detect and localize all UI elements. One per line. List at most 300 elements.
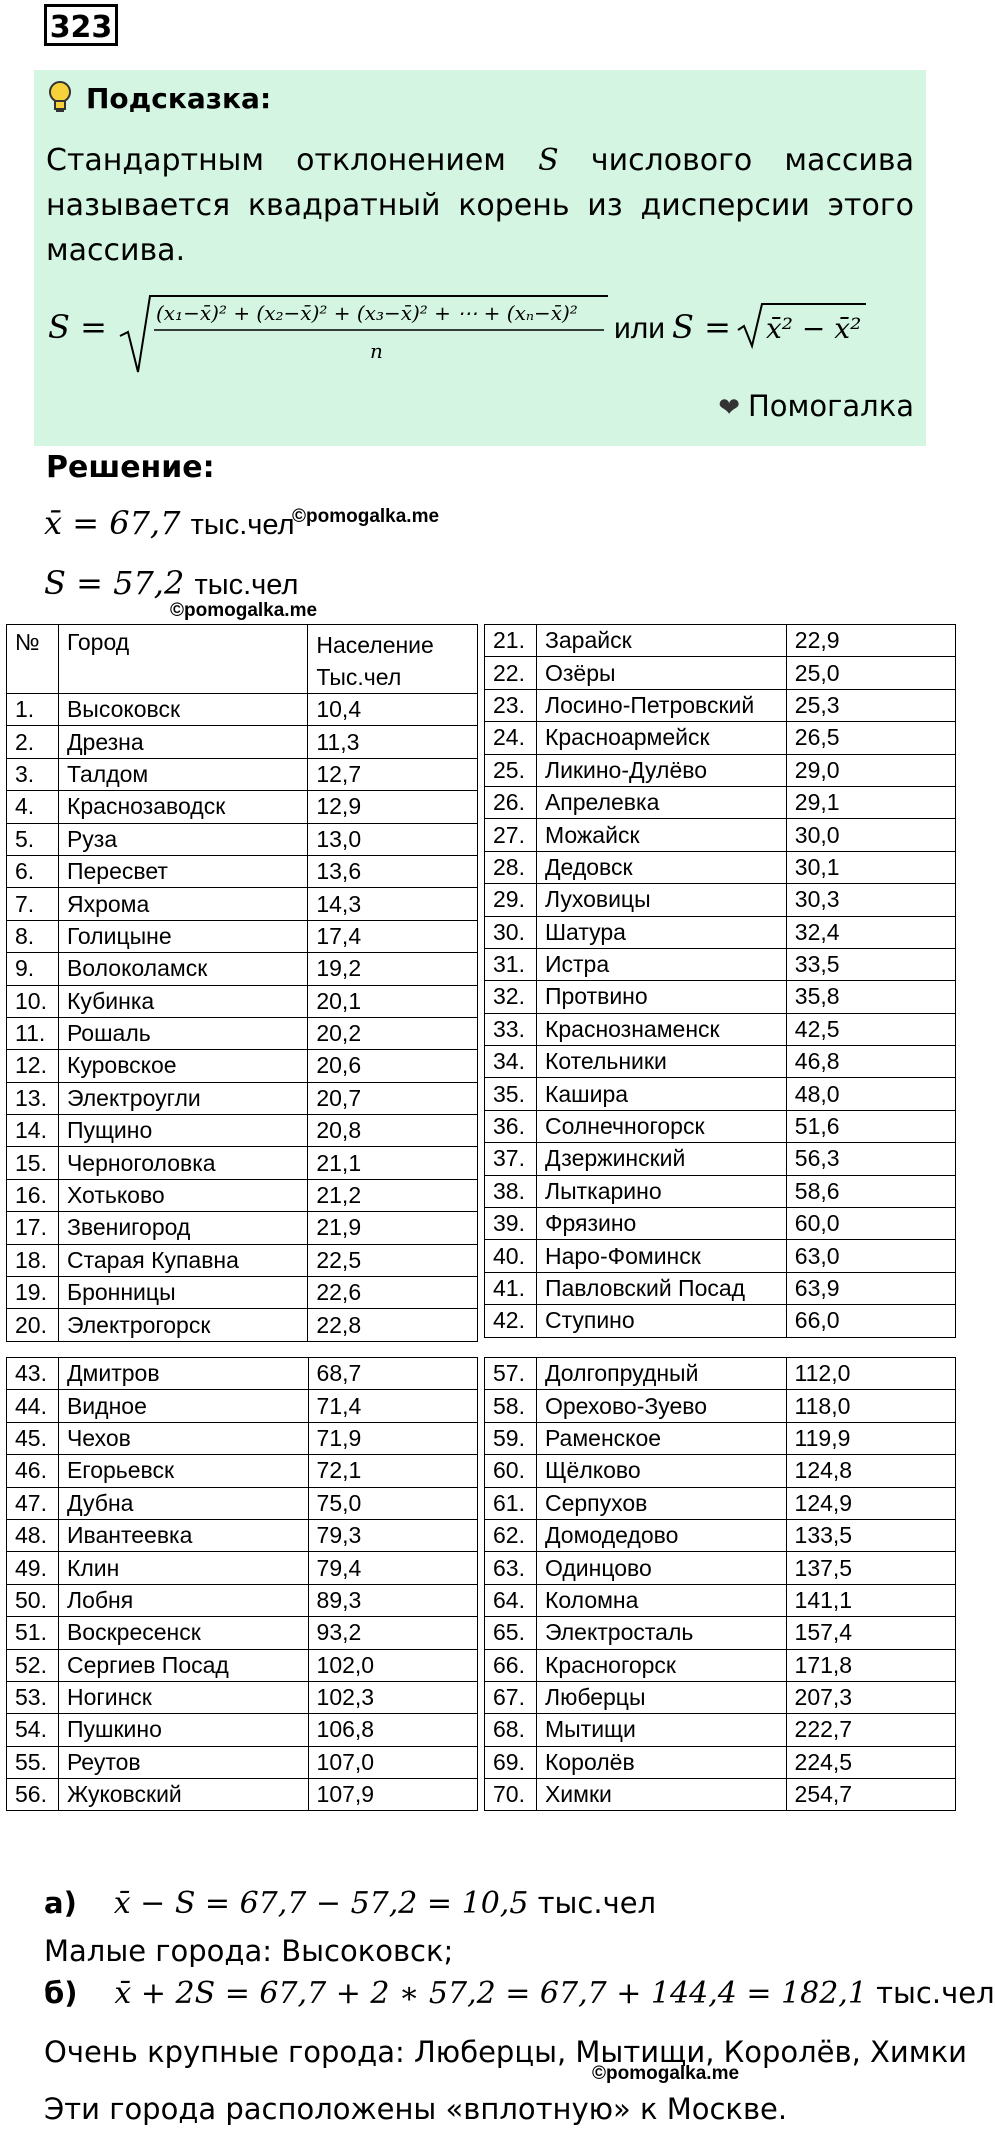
- city-name: Черноголовка: [58, 1147, 307, 1179]
- table-row: [485, 1390, 956, 1422]
- city-name: Дмитров: [58, 1358, 308, 1390]
- population: 17,4: [308, 920, 478, 952]
- population: 51,6: [786, 1110, 955, 1142]
- header-population: Население Тыс.чел: [308, 625, 478, 694]
- city-name: Егорьевск: [58, 1455, 308, 1487]
- table-row: [485, 1746, 956, 1778]
- population: 157,4: [786, 1617, 955, 1649]
- city-name: Ивантеевка: [58, 1519, 308, 1551]
- population: 72,1: [308, 1455, 477, 1487]
- population: 75,0: [308, 1487, 477, 1519]
- answer-a: а) x̄ − S = 67,7 − 57,2 = 10,5 тыс.чел: [44, 1886, 657, 1921]
- population: 106,8: [308, 1714, 477, 1746]
- city-name: Яхрома: [58, 888, 307, 920]
- population: 46,8: [786, 1046, 955, 1078]
- table-row: [485, 1487, 956, 1519]
- population: 66,0: [786, 1305, 955, 1337]
- table-row: [7, 1779, 478, 1811]
- hint-credit: ❤ Помогалка: [718, 389, 914, 423]
- city-name: Ступино: [536, 1305, 786, 1337]
- table-row: [485, 1649, 956, 1681]
- table-row: [485, 754, 956, 786]
- city-name: Хотьково: [58, 1179, 307, 1211]
- row-number: 27.: [485, 819, 537, 851]
- row-number: 24.: [485, 722, 537, 754]
- row-number: 59.: [485, 1422, 537, 1454]
- row-number: 23.: [485, 689, 537, 721]
- formula-denominator: n: [370, 339, 383, 363]
- city-name: Реутов: [58, 1746, 308, 1778]
- row-number: 32.: [485, 981, 537, 1013]
- city-name: Краснозаводск: [58, 791, 307, 823]
- row-number: 52.: [7, 1649, 59, 1681]
- population: 33,5: [786, 948, 955, 980]
- population: 21,2: [308, 1179, 478, 1211]
- city-name: Пущино: [58, 1115, 307, 1147]
- population: 71,9: [308, 1422, 477, 1454]
- population: 137,5: [786, 1552, 955, 1584]
- table-row: [485, 1305, 956, 1337]
- table-row: [485, 722, 956, 754]
- city-name: Бронницы: [58, 1277, 307, 1309]
- population: 13,0: [308, 823, 478, 855]
- table-row: [7, 855, 478, 887]
- row-number: 47.: [7, 1487, 59, 1519]
- table-row: [7, 758, 478, 790]
- row-number: 16.: [7, 1179, 59, 1211]
- row-number: 26.: [485, 786, 537, 818]
- city-name: Кашира: [536, 1078, 786, 1110]
- row-number: 38.: [485, 1175, 537, 1207]
- row-number: 14.: [7, 1115, 59, 1147]
- population: 32,4: [786, 916, 955, 948]
- city-name: Одинцово: [536, 1552, 786, 1584]
- population: 224,5: [786, 1746, 955, 1778]
- population: 21,9: [308, 1212, 478, 1244]
- row-number: 33.: [485, 1013, 537, 1045]
- table-row: [485, 1617, 956, 1649]
- row-number: 19.: [7, 1277, 59, 1309]
- row-number: 31.: [485, 948, 537, 980]
- city-name: Серпухов: [536, 1487, 786, 1519]
- formula-alt-lhs: S =: [672, 308, 731, 346]
- header-num: №: [7, 625, 59, 694]
- population: 89,3: [308, 1584, 477, 1616]
- city-name: Павловский Посад: [536, 1272, 786, 1304]
- population: 207,3: [786, 1681, 955, 1713]
- row-number: 70.: [485, 1779, 537, 1811]
- row-number: 67.: [485, 1681, 537, 1713]
- table-row: [485, 1240, 956, 1272]
- population: 79,4: [308, 1552, 477, 1584]
- city-name: Волоколамск: [58, 953, 307, 985]
- population: 19,2: [308, 953, 478, 985]
- city-name: Люберцы: [536, 1681, 786, 1713]
- heart-icon: ❤: [718, 393, 740, 423]
- population: 20,6: [308, 1050, 478, 1082]
- table-row: [7, 1358, 478, 1390]
- row-number: 36.: [485, 1110, 537, 1142]
- hint-line-3: массива.: [46, 233, 186, 268]
- row-number: 29.: [485, 884, 537, 916]
- city-name: Коломна: [536, 1584, 786, 1616]
- population: 102,0: [308, 1649, 477, 1681]
- row-number: 50.: [7, 1584, 59, 1616]
- city-name: Протвино: [536, 981, 786, 1013]
- table-row: [485, 981, 956, 1013]
- table-row: [7, 1082, 478, 1114]
- row-number: 45.: [7, 1422, 59, 1454]
- city-name: Видное: [58, 1390, 308, 1422]
- population: 119,9: [786, 1422, 955, 1454]
- table-row: [485, 1208, 956, 1240]
- row-number: 44.: [7, 1390, 59, 1422]
- header-city: Город: [58, 625, 307, 694]
- population: 118,0: [786, 1390, 955, 1422]
- table-row: [485, 851, 956, 883]
- row-number: 9.: [7, 953, 59, 985]
- table-row: [485, 1681, 956, 1713]
- population: 20,1: [308, 985, 478, 1017]
- city-name: Куровское: [58, 1050, 307, 1082]
- table-header-row: [7, 625, 478, 694]
- row-number: 37.: [485, 1143, 537, 1175]
- table-row: [485, 1779, 956, 1811]
- watermark: ©pomogalka.me: [592, 2063, 740, 2084]
- population: 222,7: [786, 1714, 955, 1746]
- row-number: 63.: [485, 1552, 537, 1584]
- table-row: [485, 1455, 956, 1487]
- table-row: [485, 657, 956, 689]
- table-row: [485, 1110, 956, 1142]
- row-number: 48.: [7, 1519, 59, 1551]
- row-number: 54.: [7, 1714, 59, 1746]
- city-name: Краснознаменск: [536, 1013, 786, 1045]
- row-number: 3.: [7, 758, 59, 790]
- city-name: Орехово-Зуево: [536, 1390, 786, 1422]
- table-row: [485, 1519, 956, 1551]
- table-row: [485, 1013, 956, 1045]
- small-cities: Малые города: Высоковск;: [44, 1934, 454, 1968]
- table-row: [485, 1046, 956, 1078]
- row-number: 49.: [7, 1552, 59, 1584]
- city-name: Голицыне: [58, 920, 307, 952]
- city-name: Фрязино: [536, 1208, 786, 1240]
- watermark: ©pomogalka.me: [292, 506, 440, 527]
- table-row: [7, 1519, 478, 1551]
- population: 141,1: [786, 1584, 955, 1616]
- city-name: Жуковский: [58, 1779, 308, 1811]
- population: 107,9: [308, 1779, 477, 1811]
- table-row: [7, 1309, 478, 1341]
- table-row: [485, 786, 956, 818]
- city-name: Воскресенск: [58, 1617, 308, 1649]
- table-row: [485, 1143, 956, 1175]
- population: 22,5: [308, 1244, 478, 1276]
- city-name: Озёры: [536, 657, 786, 689]
- hint-line-2: называется квадратный корень из дисперсии этого: [46, 188, 914, 223]
- formula-alt-radicand: x̄² − x̄²: [766, 312, 862, 345]
- row-number: 25.: [485, 754, 537, 786]
- row-number: 43.: [7, 1358, 59, 1390]
- hint-line-1: Стандартным отклонением S числового массива: [46, 143, 914, 178]
- city-name: Ногинск: [58, 1681, 308, 1713]
- population: 30,3: [786, 884, 955, 916]
- table-row: [7, 1277, 478, 1309]
- city-name: Наро-Фоминск: [536, 1240, 786, 1272]
- table-row: [7, 1746, 478, 1778]
- population: 29,0: [786, 754, 955, 786]
- city-name: Дрезна: [58, 726, 307, 758]
- city-name: Химки: [536, 1779, 786, 1811]
- hint-text: [46, 138, 914, 273]
- row-number: 65.: [485, 1617, 537, 1649]
- population: 107,0: [308, 1746, 477, 1778]
- row-number: 60.: [485, 1455, 537, 1487]
- city-name: Можайск: [536, 819, 786, 851]
- table-row: [7, 1422, 478, 1454]
- table-row: [7, 726, 478, 758]
- table-row: [7, 1212, 478, 1244]
- city-name: Высоковск: [58, 694, 307, 726]
- table-row: [7, 1455, 478, 1487]
- city-name: Чехов: [58, 1422, 308, 1454]
- population: 133,5: [786, 1519, 955, 1551]
- row-number: 28.: [485, 851, 537, 883]
- city-name: Сергиев Посад: [58, 1649, 308, 1681]
- row-number: 6.: [7, 855, 59, 887]
- note: Эти города расположены «вплотную» к Москве.: [44, 2092, 788, 2126]
- city-name: Луховицы: [536, 884, 786, 916]
- row-number: 68.: [485, 1714, 537, 1746]
- population: 10,4: [308, 694, 478, 726]
- population: 60,0: [786, 1208, 955, 1240]
- hint-title: Подсказка:: [86, 82, 272, 115]
- table-row: [7, 1244, 478, 1276]
- population: 48,0: [786, 1078, 955, 1110]
- city-name: Руза: [58, 823, 307, 855]
- city-name: Королёв: [536, 1746, 786, 1778]
- city-name: Дубна: [58, 1487, 308, 1519]
- population: 93,2: [308, 1617, 477, 1649]
- row-number: 51.: [7, 1617, 59, 1649]
- table-row: [485, 1078, 956, 1110]
- table-row: [485, 884, 956, 916]
- table-row: [7, 1649, 478, 1681]
- population: 22,9: [786, 625, 955, 657]
- population: 102,3: [308, 1681, 477, 1713]
- std-formula: [48, 290, 918, 380]
- city-name: Электрогорск: [58, 1309, 307, 1341]
- row-number: 69.: [485, 1746, 537, 1778]
- row-number: 46.: [7, 1455, 59, 1487]
- row-number: 55.: [7, 1746, 59, 1778]
- city-name: Лосино-Петровский: [536, 689, 786, 721]
- city-name: Клин: [58, 1552, 308, 1584]
- row-number: 2.: [7, 726, 59, 758]
- row-number: 30.: [485, 916, 537, 948]
- population: 35,8: [786, 981, 955, 1013]
- row-number: 64.: [485, 1584, 537, 1616]
- table-row: [7, 791, 478, 823]
- table-row: [485, 1714, 956, 1746]
- population: 254,7: [786, 1779, 955, 1811]
- population: 20,2: [308, 1017, 478, 1049]
- city-name: Красноармейск: [536, 722, 786, 754]
- city-name: Ликино-Дулёво: [536, 754, 786, 786]
- row-number: 66.: [485, 1649, 537, 1681]
- table-row: [7, 1584, 478, 1616]
- row-number: 53.: [7, 1681, 59, 1713]
- table-row: [485, 819, 956, 851]
- table-row: [485, 689, 956, 721]
- row-number: 41.: [485, 1272, 537, 1304]
- city-name: Шатура: [536, 916, 786, 948]
- city-name: Истра: [536, 948, 786, 980]
- row-number: 18.: [7, 1244, 59, 1276]
- row-number: 22.: [485, 657, 537, 689]
- city-name: Дзержинский: [536, 1143, 786, 1175]
- table-row: [7, 694, 478, 726]
- table-row: [7, 953, 478, 985]
- table-row: [485, 948, 956, 980]
- population: 68,7: [308, 1358, 477, 1390]
- population: 56,3: [786, 1143, 955, 1175]
- row-number: 13.: [7, 1082, 59, 1114]
- city-name: Долгопрудный: [536, 1358, 786, 1390]
- cities-table-43-56: [6, 1357, 478, 1811]
- city-name: Мытищи: [536, 1714, 786, 1746]
- row-number: 61.: [485, 1487, 537, 1519]
- table-row: [7, 1115, 478, 1147]
- population: 79,3: [308, 1519, 477, 1551]
- population: 12,7: [308, 758, 478, 790]
- city-name: Апрелевка: [536, 786, 786, 818]
- city-name: Рошаль: [58, 1017, 307, 1049]
- row-number: 8.: [7, 920, 59, 952]
- city-name: Дедовск: [536, 851, 786, 883]
- row-number: 35.: [485, 1078, 537, 1110]
- population: 12,9: [308, 791, 478, 823]
- population: 22,6: [308, 1277, 478, 1309]
- population: 20,8: [308, 1115, 478, 1147]
- row-number: 34.: [485, 1046, 537, 1078]
- table-row: [7, 985, 478, 1017]
- row-number: 57.: [485, 1358, 537, 1390]
- row-number: 17.: [7, 1212, 59, 1244]
- table-row: [485, 1358, 956, 1390]
- table-row: [7, 1552, 478, 1584]
- table-row: [7, 1714, 478, 1746]
- formula-numerator: (x₁−x̄)² + (x₂−x̄)² + (x₃−x̄)² + ⋯ + (xₙ−x̄)²: [156, 301, 578, 325]
- table-row: [7, 1390, 478, 1422]
- table-row: [485, 625, 956, 657]
- city-name: Красногорск: [536, 1649, 786, 1681]
- population: 58,6: [786, 1175, 955, 1207]
- table-row: [7, 920, 478, 952]
- table-row: [7, 823, 478, 855]
- city-name: Щёлково: [536, 1455, 786, 1487]
- big-cities: Очень крупные города: Люберцы, Мытищи, Королёв, Химки: [44, 2035, 968, 2069]
- city-name: Зарайск: [536, 625, 786, 657]
- city-name: Домодедово: [536, 1519, 786, 1551]
- row-number: 15.: [7, 1147, 59, 1179]
- row-number: 21.: [485, 625, 537, 657]
- city-name: Звенигород: [58, 1212, 307, 1244]
- table-row: [485, 1552, 956, 1584]
- population: 112,0: [786, 1358, 955, 1390]
- row-number: 42.: [485, 1305, 537, 1337]
- city-name: Раменское: [536, 1422, 786, 1454]
- population: 30,0: [786, 819, 955, 851]
- row-number: 40.: [485, 1240, 537, 1272]
- row-number: 62.: [485, 1519, 537, 1551]
- cities-table-57-70: [484, 1357, 956, 1811]
- population: 11,3: [308, 726, 478, 758]
- population: 20,7: [308, 1082, 478, 1114]
- table-row: [7, 888, 478, 920]
- city-name: Талдом: [58, 758, 307, 790]
- population: 71,4: [308, 1390, 477, 1422]
- table-row: [7, 1681, 478, 1713]
- task-number: 323: [44, 4, 118, 46]
- population: 14,3: [308, 888, 478, 920]
- table-row: [485, 1175, 956, 1207]
- row-number: 10.: [7, 985, 59, 1017]
- cities-table-1-20: [6, 624, 478, 1342]
- table-row: [7, 1179, 478, 1211]
- population: 13,6: [308, 855, 478, 887]
- row-number: 7.: [7, 888, 59, 920]
- cities-table-21-42: [484, 624, 956, 1338]
- population: 25,3: [786, 689, 955, 721]
- table-row: [7, 1147, 478, 1179]
- table-row: [485, 1272, 956, 1304]
- formula-or: или: [614, 312, 666, 345]
- population: 30,1: [786, 851, 955, 883]
- city-name: Котельники: [536, 1046, 786, 1078]
- city-name: Старая Купавна: [58, 1244, 307, 1276]
- std-value: S = 57,2 тыс.чел: [44, 564, 299, 602]
- row-number: 1.: [7, 694, 59, 726]
- population: 124,8: [786, 1455, 955, 1487]
- table-row: [7, 1017, 478, 1049]
- row-number: 20.: [7, 1309, 59, 1341]
- answer-b: б) x̄ + 2S = 67,7 + 2 ∗ 57,2 = 67,7 + 144,4 = 182,1 тыс.чел: [44, 1976, 995, 2011]
- population: 29,1: [786, 786, 955, 818]
- solution-title: Решение:: [46, 450, 215, 485]
- row-number: 12.: [7, 1050, 59, 1082]
- city-name: Электросталь: [536, 1617, 786, 1649]
- row-number: 11.: [7, 1017, 59, 1049]
- city-name: Кубинка: [58, 985, 307, 1017]
- mean-value: x̄ = 67,7 тыс.чел: [44, 504, 295, 542]
- city-name: Лыткарино: [536, 1175, 786, 1207]
- population: 63,9: [786, 1272, 955, 1304]
- row-number: 58.: [485, 1390, 537, 1422]
- city-name: Пушкино: [58, 1714, 308, 1746]
- row-number: 5.: [7, 823, 59, 855]
- population: 22,8: [308, 1309, 478, 1341]
- formula-lhs: S =: [48, 308, 107, 346]
- table-row: [7, 1050, 478, 1082]
- city-name: Пересвет: [58, 855, 307, 887]
- population: 21,1: [308, 1147, 478, 1179]
- city-name: Солнечногорск: [536, 1110, 786, 1142]
- table-row: [7, 1487, 478, 1519]
- city-name: Электроугли: [58, 1082, 307, 1114]
- row-number: 56.: [7, 1779, 59, 1811]
